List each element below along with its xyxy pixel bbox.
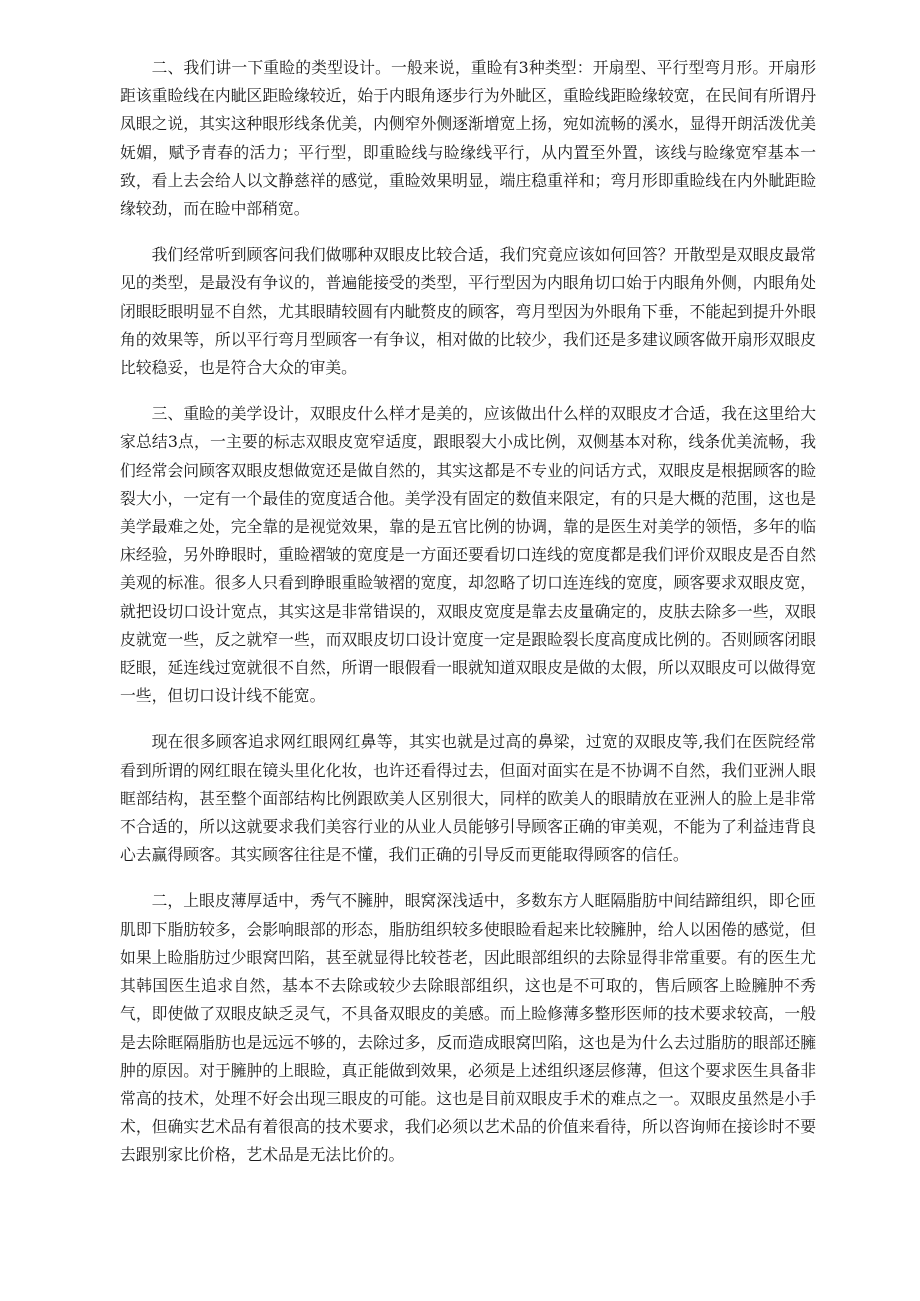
paragraph-eyelid-types: 二、我们讲一下重睑的类型设计。一般来说，重睑有3种类型：开扇型、平行型弯月形。开扇形距该重睑线在内眦区距睑缘较近，始于内眼角逐步行为外眦区，重睑线距睑缘较宽，在民间有所谓丹凤眼之说，其实这种眼形线条优美，内侧窄外侧逐渐增宽上扬，宛如流畅的溪水，显得开朗活泼优美妩媚，赋予青春的活力；平行型，即重睑线与睑缘线平行，从内置至外置，该线与睑缘宽窄基本一致，看上去会给人以文静慈祥的感觉，重睑效果明显，端庄稳重祥和；弯月形即重睑线在内外眦距睑缘较劲，而在睑中部稍宽。 bbox=[120, 58, 816, 219]
paragraph-influencer-trend: 现在很多顾客追求网红眼网红鼻等，其实也就是过高的鼻梁，过宽的双眼皮等,我们在医院经常看到所谓的网红眼在镜头里化化妆，也许还看得过去，但面对面实在是不协调不自然，我们亚洲人眼眶部结构，甚至整个面部结构比例跟欧美人区别很大，同样的欧美人的眼睛放在亚洲人的脸上是非常不合适的，所以这就要求我们美容行业的从业人员能够引导顾客正确的审美观，不能为了利益违背良心去赢得顾客。其实顾客往往是不懂，我们正确的引导反而更能取得顾客的信任。 bbox=[120, 732, 816, 865]
document-page bbox=[120, 54, 816, 1188]
paragraph-aesthetic-design: 三、重睑的美学设计，双眼皮什么样才是美的，应该做出什么样的双眼皮才合适，我在这里给大家总结3点，一主要的标志双眼皮宽窄适度，跟眼裂大小成比例，双侧基本对称，线条优美流畅，我们经常会问顾客双眼皮想做宽还是做自然的，其实这都是不专业的问话方式，双眼皮是根据顾客的睑裂大小，一定有一个最佳的宽度适合他。美学没有固定的数值来限定，有的只是大概的范围，这也是美学最难之处，完全靠的是视觉效果，靠的是五官比例的协调，靠的是医生对美学的领悟，多年的临床经验，另外睁眼时，重睑褶皱的宽度是一方面还要看切口连线的宽度都是我们评价双眼皮是否自然美观的标准。很多人只看到睁眼重睑皱褶的宽度，却忽略了切口连连线的宽度，顾客要求双眼皮宽，就把设切口设计宽点，其实这是非常错误的，双眼皮宽度是靠去皮量确定的，皮肤去除多一些，双眼皮就宽一些，反之就窄一些，而双眼皮切口设计宽度一定是跟睑裂长度高度成比例的。否则顾客闭眼眨眼，延连线过宽就很不自然，所谓一眼假看一眼就知道双眼皮是做的太假，所以双眼皮可以做得宽一些，但切口设计线不能宽。 bbox=[120, 404, 816, 706]
paragraph-upper-eyelid-thickness: 二，上眼皮薄厚适中，秀气不臃肿，眼窝深浅适中，多数东方人眶隔脂肪中间结蹄组织，即仑匝肌即下脂肪较多，会影响眼部的形态，脂肪组织较多使眼睑看起来比较臃肿，给人以困倦的感觉，但如果上睑脂肪过少眼窝凹陷，甚至就显得比较苍老，因此眼部组织的去除显得非常重要。有的医生尤其韩国医生追求自然，基本不去除或较少去除眼部组织，这也是不可取的，售后顾客上睑臃肿不秀气，即使做了双眼皮缺乏灵气，不具备双眼皮的美感。而上睑修薄多整形医师的技术要求较高，一般是去除眶隔脂肪也是远远不够的，去除过多，反而造成眼窝凹陷，这也是为什么去过脂肪的眼部还臃肿的原因。对于臃肿的上眼睑，真正能做到效果，必须是上述组织逐层修薄，但这个要求医生具备非常高的技术，处理不好会出现三眼皮的可能。这也是目前双眼皮手术的难点之一。双眼皮虽然是小手术，但确实艺术品有着很高的技术要求，我们必须以艺术品的价值来看待，所以咨询师在接诊时不要去跟别家比价格，艺术品是无法比价的。 bbox=[120, 891, 816, 1165]
paragraph-client-advice: 我们经常听到顾客问我们做哪种双眼皮比较合适，我们究竟应该如何回答？开散型是双眼皮最常见的类型，是最没有争议的，普遍能接受的类型，平行型因为内眼角切口始于内眼角外侧，内眼角处闭眼眨眼明显不自然，尤其眼睛较圆有内眦赘皮的顾客，弯月型因为外眼角下垂，不能起到提升外眼角的效果等，所以平行弯月型顾客一有争议，相对做的比较少，我们还是多建议顾客做开扇形双眼皮比较稳妥，也是符合大众的审美。 bbox=[120, 245, 816, 378]
